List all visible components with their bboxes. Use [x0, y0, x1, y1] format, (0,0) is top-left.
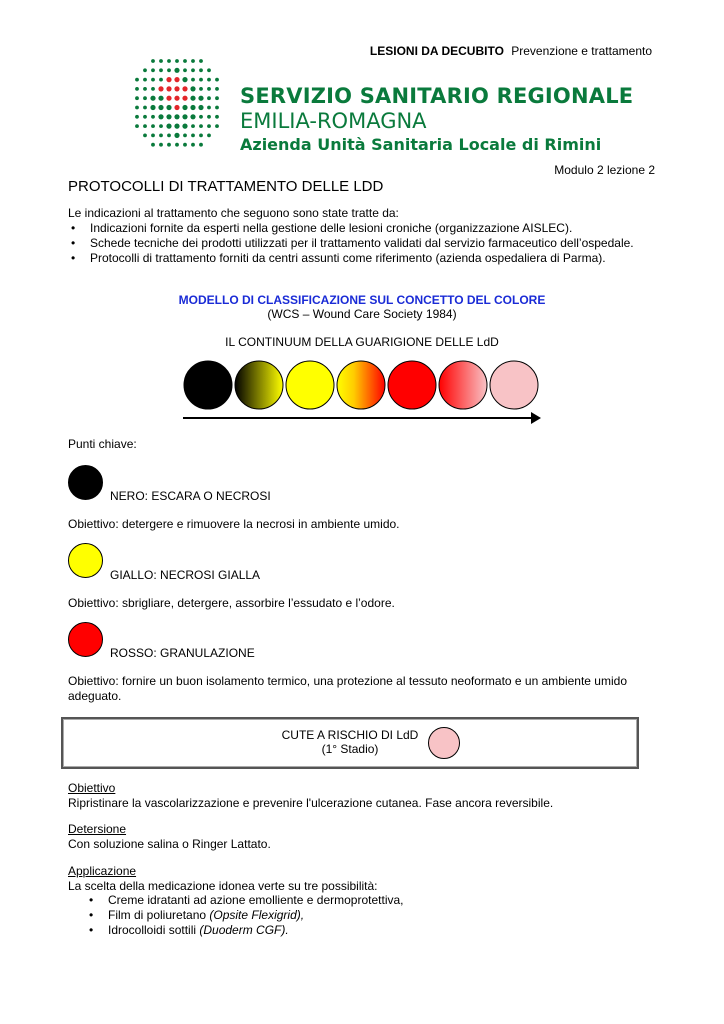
logo-dot: [207, 96, 211, 100]
logo-dot: [151, 59, 155, 63]
document-header: [370, 44, 652, 58]
logo-dot: [175, 143, 179, 147]
intro-section: [68, 206, 668, 266]
intro-item: • Schede tecniche dei prodotti utilizzati per il trattamento validati dal servizio farmaceutico dell’ospedale.: [68, 236, 668, 251]
key-objective-yellow: Obiettivo: sbrigliare, detergere, assorbire l’essudato e l’odore.: [68, 596, 395, 610]
continuum-circle-red: [388, 361, 436, 409]
logo-dot: [207, 106, 211, 110]
logo-dot: [151, 134, 155, 138]
logo-dot: [151, 87, 155, 91]
logo-dot: [199, 59, 203, 63]
logo-dot: [166, 77, 171, 82]
logo-dot: [143, 78, 147, 82]
logo-dot: [182, 77, 187, 82]
stage-circle-pink: [428, 727, 460, 759]
logo-dot: [151, 124, 155, 128]
healing-continuum-diagram: [175, 358, 555, 430]
logo-dot: [190, 86, 195, 91]
continuum-circle-yellow: [286, 361, 334, 409]
logo: [240, 84, 633, 154]
logo-dot: [174, 86, 179, 91]
model-heading: MODELLO DI CLASSIFICAZIONE SUL CONCETTO DEL COLORE: [178, 293, 546, 307]
cleansing-section: [68, 822, 668, 852]
logo-dot: [143, 106, 147, 110]
continuum-circle-yellow-red: [337, 361, 385, 409]
logo-dot: [166, 96, 171, 101]
logo-dot: [159, 59, 163, 63]
logo-dot: [191, 124, 195, 128]
logo-dot: [159, 68, 163, 72]
key-circle-red: [68, 622, 103, 657]
logo-dot: [207, 124, 211, 128]
logo-dot: [135, 78, 139, 82]
logo-dot: [215, 106, 219, 110]
logo-dot: [190, 105, 195, 110]
logo-dot: [159, 134, 163, 138]
stage-box-title: CUTE A RISCHIO DI LdD: [281, 728, 419, 742]
key-objective-black: Obiettivo: detergere e rimuovere la necrosi in ambiente umido.: [68, 517, 400, 531]
logo-dot: [135, 124, 139, 128]
logo-line1: SERVIZIO SANITARIO REGIONALE: [240, 84, 634, 108]
logo-dot: [158, 105, 163, 110]
logo-dot: [191, 143, 195, 147]
logo-dot: [183, 59, 187, 63]
application-list: [68, 893, 404, 938]
logo-dot: [174, 105, 179, 110]
logo-dot: [207, 115, 211, 119]
logo-dot: [191, 68, 195, 72]
objective-text: Ripristinare la vascolarizzazione e prevenire l'ulcerazione cutanea. Fase ancora reversibile.: [68, 796, 554, 810]
logo-dot: [143, 124, 147, 128]
logo-dot: [135, 96, 139, 100]
logo-dot: [167, 68, 171, 72]
intro-item: • Indicazioni fornite da esperti nella gestione delle lesioni croniche (organizzazione AISLEC).: [68, 221, 668, 236]
logo-dot: [150, 105, 155, 110]
logo-dot: [174, 96, 179, 101]
key-circle-yellow: [68, 543, 103, 578]
logo-dot: [182, 86, 187, 91]
logo-dot: [207, 78, 211, 82]
key-objective-red: Obiettivo: fornire un buon isolamento termico, una protezione al tessuto neoformato e un ambiente umido adeguato.: [68, 674, 627, 703]
logo-dot: [207, 87, 211, 91]
logo-dot: [135, 115, 139, 119]
logo-dot: [151, 143, 155, 147]
logo-dot: [166, 124, 171, 129]
logo-dot: [166, 86, 171, 91]
logo-dot: [159, 143, 163, 147]
cleansing-heading: Detersione: [68, 822, 127, 836]
logo-dot: [199, 124, 203, 128]
logo-dot: [183, 68, 187, 72]
logo-dot: [215, 78, 219, 82]
arrow-right-icon: [531, 412, 541, 424]
logo-dot: [167, 134, 171, 138]
logo-dot: [174, 124, 179, 129]
logo-dot: [166, 114, 171, 119]
continuum-circle-black: [184, 361, 232, 409]
logo-dot: [167, 59, 171, 63]
logo-dot: [199, 134, 203, 138]
application-heading: Applicazione: [68, 864, 137, 878]
logo-dot: [190, 114, 195, 119]
logo-dot: [143, 68, 147, 72]
logo-dot: [191, 134, 195, 138]
stage-box-subtitle: (1° Stadio): [321, 742, 379, 756]
logo-dot: [158, 114, 163, 119]
logo-line2: EMILIA-ROMAGNA: [240, 109, 427, 133]
logo-dot: [199, 78, 203, 82]
logo-dot: [182, 96, 187, 101]
page-title: PROTOCOLLI DI TRATTAMENTO DELLE LDD: [68, 178, 384, 195]
key-label-yellow: GIALLO: NECROSI GIALLA: [110, 568, 261, 582]
logo-dot: [215, 124, 219, 128]
logo-dot: [207, 134, 211, 138]
application-item: • Film di poliuretano (Opsite Flexigrid),: [86, 908, 404, 923]
stage-box-text: [63, 728, 637, 756]
key-points-label: Punti chiave:: [68, 437, 137, 451]
logo-dot: [199, 143, 203, 147]
logo-dots-icon: [133, 57, 223, 151]
intro-lead: Le indicazioni al trattamento che seguono sono state tratte da:: [68, 206, 399, 220]
logo-dot: [159, 124, 163, 128]
logo-dot: [143, 96, 147, 100]
logo-dot: [143, 115, 147, 119]
logo-dot: [182, 105, 187, 110]
logo-dot: [191, 78, 195, 82]
logo-dot: [199, 87, 203, 91]
logo-dot: [159, 78, 163, 82]
application-section: [68, 864, 668, 894]
module-label: Modulo 2 lezione 2: [554, 163, 655, 177]
continuum-circle-black-yellow: [235, 361, 283, 409]
logo-dot: [143, 134, 147, 138]
logo-dot: [151, 68, 155, 72]
key-label-red: ROSSO: GRANULAZIONE: [110, 646, 255, 660]
header-title: LESIONI DA DECUBITO: [369, 44, 504, 58]
logo-dot: [174, 77, 179, 82]
continuum-circle-pink: [490, 361, 538, 409]
logo-line3: Azienda Unità Sanitaria Locale di Rimini: [240, 135, 602, 154]
logo-dot: [198, 96, 203, 101]
cleansing-text: Con soluzione salina o Ringer Lattato.: [68, 837, 271, 851]
objective-heading: Obiettivo: [68, 781, 116, 795]
logo-dot: [199, 115, 203, 119]
logo-dot: [207, 68, 211, 72]
logo-dot: [182, 124, 187, 129]
logo-dot: [174, 133, 179, 138]
application-text: La scelta della medicazione idonea verte su tre possibilità:: [68, 879, 378, 893]
logo-dot: [135, 87, 139, 91]
logo-dot: [199, 68, 203, 72]
continuum-circle-red-pink: [439, 361, 487, 409]
logo-dot: [151, 115, 155, 119]
header-subtitle: Prevenzione e trattamento: [511, 44, 652, 58]
logo-dot: [143, 87, 147, 91]
application-item: • Idrocolloidi sottili (Duoderm CGF).: [86, 923, 404, 938]
logo-dot: [166, 105, 171, 110]
logo-dot: [183, 143, 187, 147]
continuum-title: IL CONTINUUM DELLA GUARIGIONE DELLE LdD: [225, 335, 499, 349]
intro-item: • Protocolli di trattamento forniti da centri assunti come riferimento (azienda ospedaliera di Parma).: [68, 251, 668, 266]
application-item: • Creme idratanti ad azione emolliente e dermoprotettiva,: [86, 893, 404, 908]
key-label-black: NERO: ESCARA O NECROSI: [110, 489, 271, 503]
logo-dot: [174, 68, 179, 73]
logo-dot: [151, 78, 155, 82]
model-subheading: (WCS – Wound Care Society 1984): [267, 307, 457, 321]
logo-dot: [183, 134, 187, 138]
logo-dot: [215, 115, 219, 119]
logo-dot: [135, 106, 139, 110]
logo-dot: [150, 96, 155, 101]
logo-dot: [190, 96, 195, 101]
logo-dot: [198, 105, 203, 110]
logo-dot: [175, 59, 179, 63]
logo-dot: [182, 114, 187, 119]
logo-dot: [215, 87, 219, 91]
logo-dot: [158, 96, 163, 101]
logo-dot: [215, 96, 219, 100]
logo-dot: [174, 114, 179, 119]
logo-dot: [191, 59, 195, 63]
logo-dot: [167, 143, 171, 147]
logo-dot: [158, 86, 163, 91]
objective-section: [68, 781, 668, 811]
stage-box: [61, 717, 639, 769]
key-circle-black: [68, 465, 103, 500]
